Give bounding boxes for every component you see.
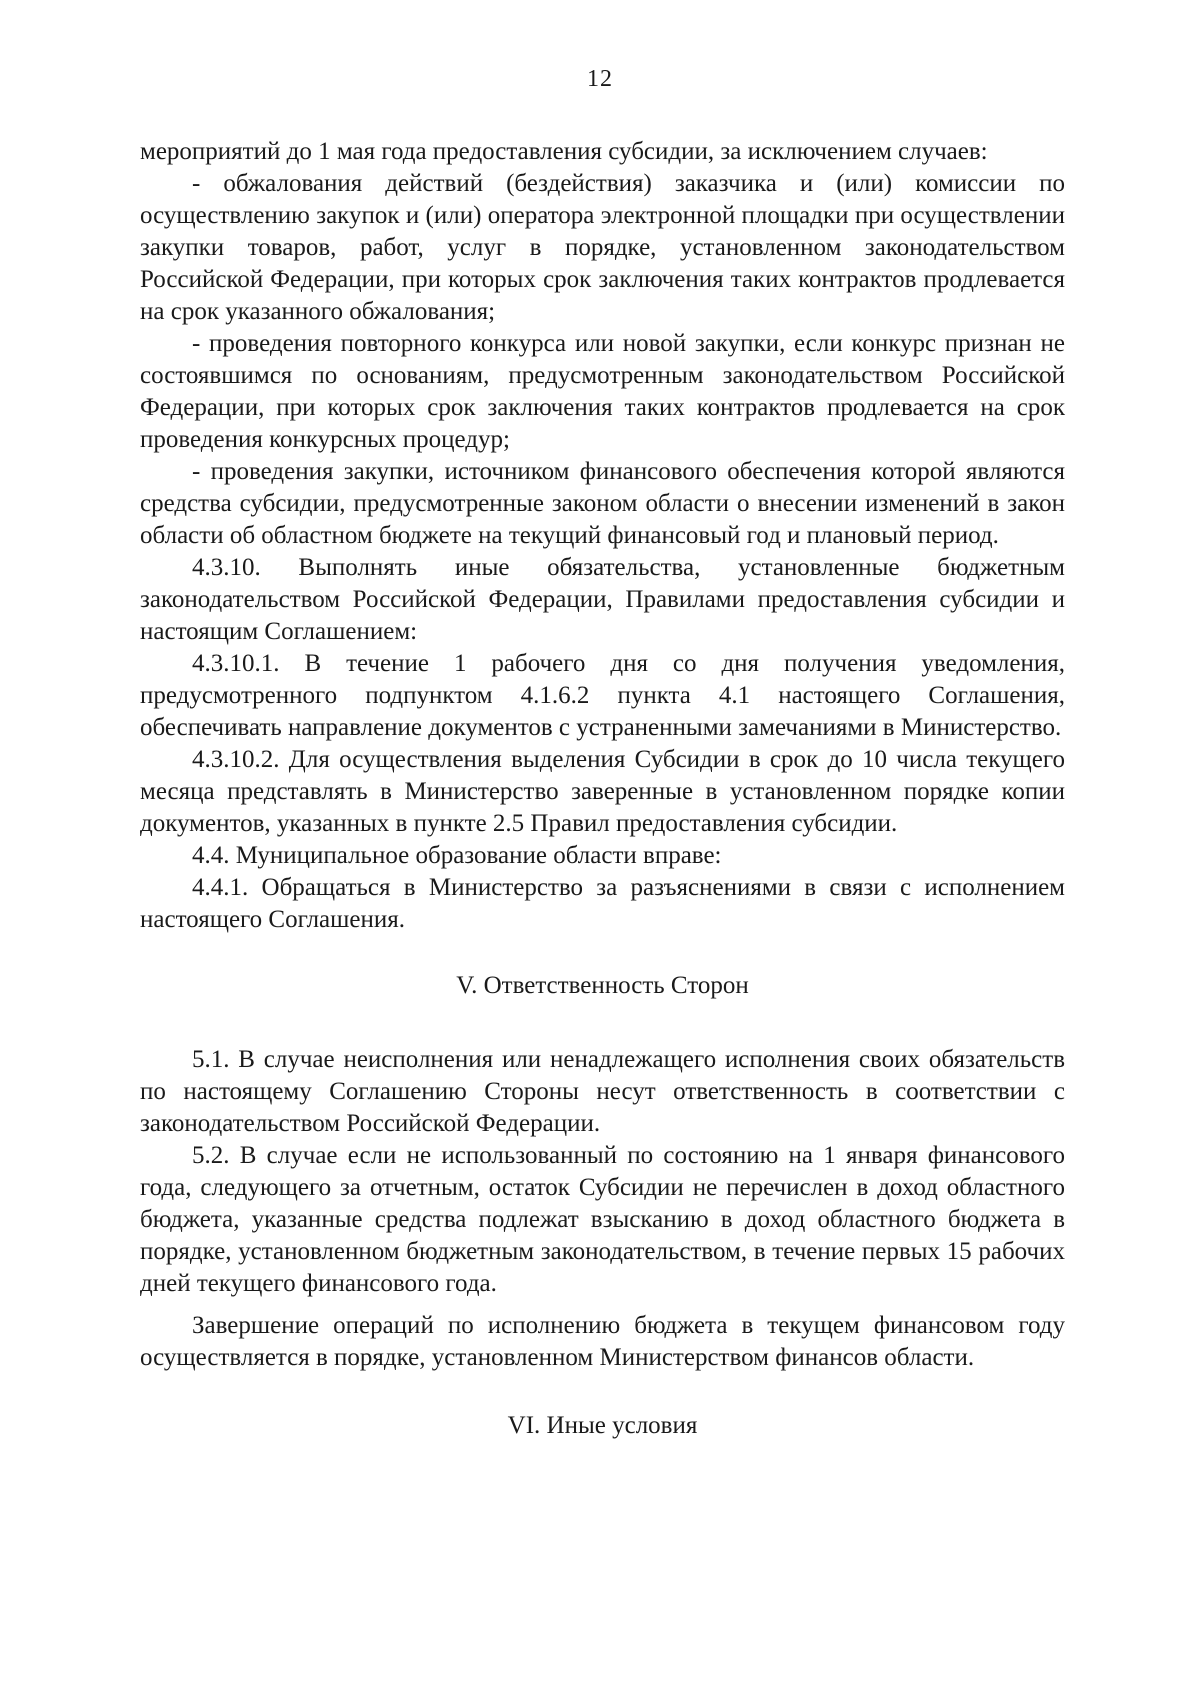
paragraph-4-4-1: 4.4.1. Обращаться в Министерство за разъяснениями в связи с исполнением настоящего Соглашения.	[140, 874, 1065, 933]
paragraph-5-2: 5.2. В случае если не использованный по состоянию на 1 января финансового года, следующего за отчетным, остаток Субсидии не перечислен в доход областного бюджета, указанные средства подлежат взысканию в доход областного бюджета в порядке, установленном бюджетным законодательством, в течение первых 15 рабочих дней текущего финансового года.	[140, 1142, 1065, 1297]
paragraph-exception-appeal: - обжалования действий (бездействия) заказчика и (или) комиссии по осуществлению закупок и (или) оператора электронной площадки при осуществлении закупки товаров, работ, услуг в порядке, установленном законодательством Российской Федерации, при которых срок заключения таких контрактов продлевается на срок указанного обжалования;	[140, 170, 1065, 325]
paragraph-5-1: 5.1. В случае неисполнения или ненадлежащего исполнения своих обязательств по настоящему Соглашению Стороны несут ответственность в соответствии с законодательством Российской Федерации.	[140, 1046, 1065, 1137]
paragraph-4-3-10: 4.3.10. Выполнять иные обязательства, установленные бюджетным законодательством Российской Федерации, Правилами предоставления субсидии и настоящим Соглашением:	[140, 554, 1065, 645]
page-number: 12	[587, 66, 613, 92]
paragraph-exception-subsidy-procurement: - проведения закупки, источником финансового обеспечения которой являются средства субсидии, предусмотренные законом области о внесении изменений в закон области об областном бюджете на текущий финансовый год и плановый период.	[140, 458, 1065, 549]
document-body	[140, 136, 1065, 1442]
section-heading-other-conditions: VI. Иные условия	[507, 1412, 698, 1439]
paragraph-continuation: мероприятий до 1 мая года предоставления субсидии, за исключением случаев:	[140, 138, 988, 165]
paragraph-4-3-10-1: 4.3.10.1. В течение 1 рабочего дня со дня получения уведомления, предусмотренного подпунктом 4.1.6.2 пункта 4.1 настоящего Соглашения, обеспечивать направление документов с устраненными замечаниями в Министерство.	[140, 650, 1065, 741]
paragraph-4-3-10-2: 4.3.10.2. Для осуществления выделения Субсидии в срок до 10 числа текущего месяца представлять в Министерство заверенные в установленном порядке копии документов, указанных в пункте 2.5 Правил предоставления субсидии.	[140, 746, 1065, 837]
paragraph-4-4: 4.4. Муниципальное образование области вправе:	[192, 842, 722, 869]
paragraph-exception-repeat-tender: - проведения повторного конкурса или новой закупки, если конкурс признан не состоявшимся по основаниям, предусмотренным законодательством Российской Федерации, при которых срок заключения таких контрактов продлевается на срок проведения конкурсных процедур;	[140, 330, 1065, 453]
section-heading-responsibility: V. Ответственность Сторон	[456, 972, 749, 999]
paragraph-budget-completion: Завершение операций по исполнению бюджета в текущем финансовом году осуществляется в порядке, установленном Министерством финансов области.	[140, 1312, 1065, 1371]
